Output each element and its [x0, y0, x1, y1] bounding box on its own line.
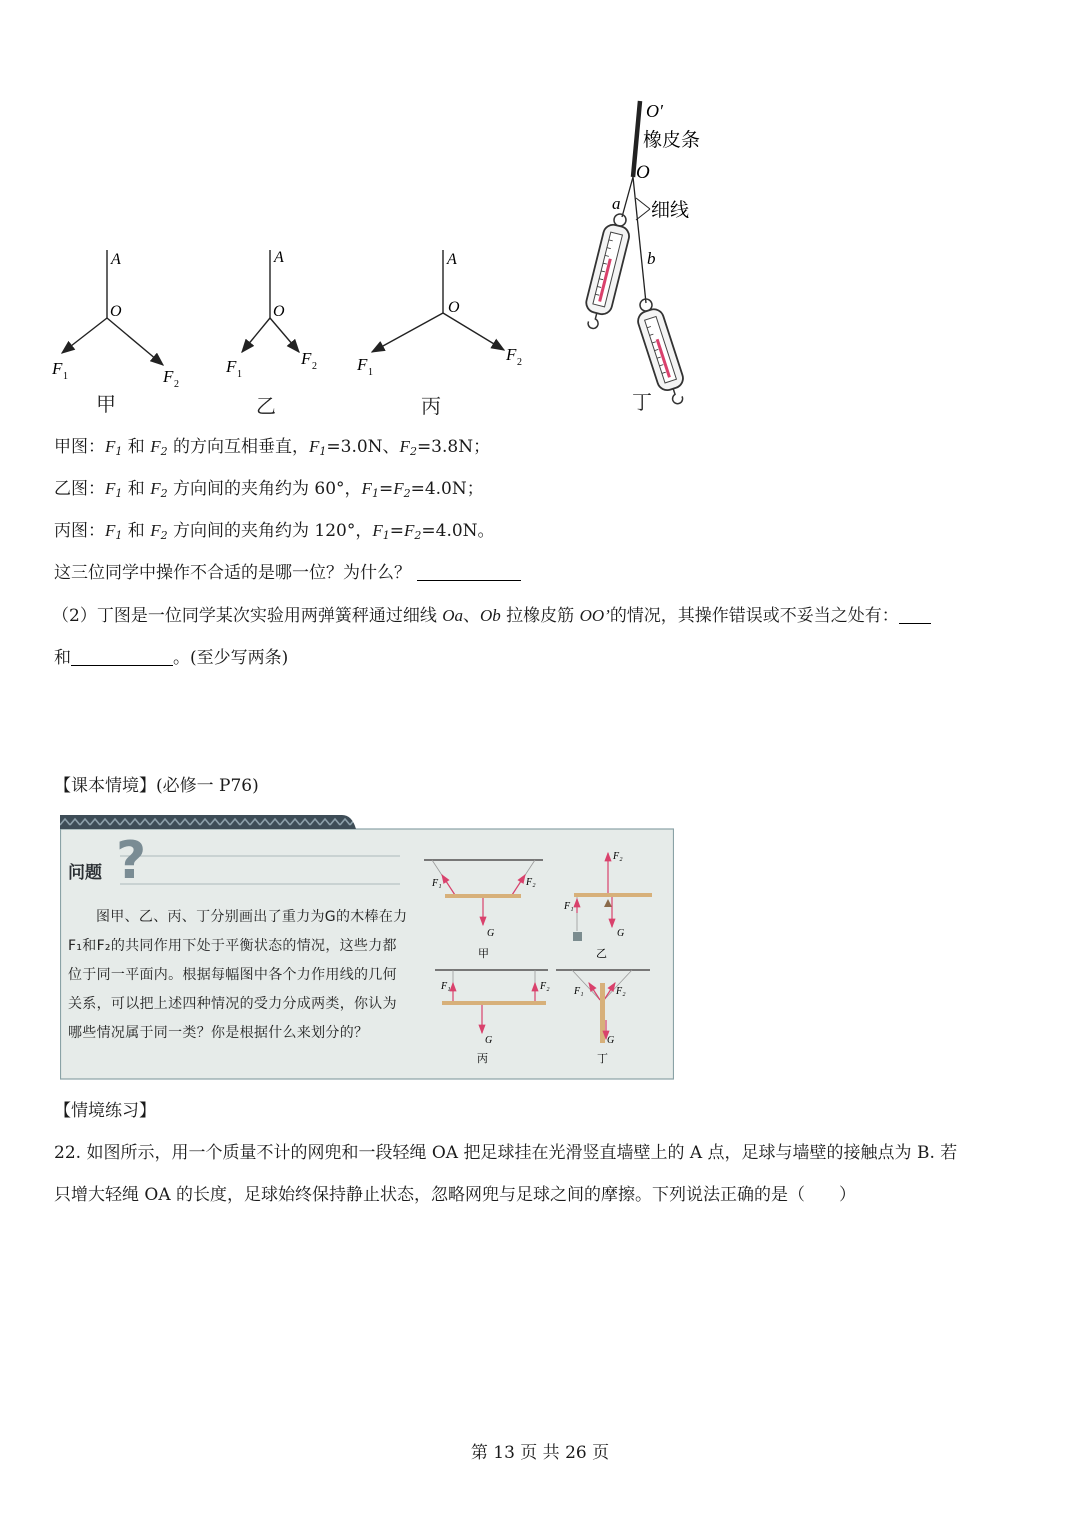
yi-sub-g: G [617, 928, 625, 939]
answer-blank-1[interactable] [417, 564, 521, 581]
ding-label-o: O [636, 162, 650, 183]
yi-label-f2-sub: 2 [312, 361, 317, 372]
page-footer: 第 13 页 共 26 页 [470, 1443, 610, 1463]
jia-label-f1-sub: 1 [63, 371, 68, 382]
yi-label-a: A [274, 249, 284, 266]
ding-sub-f1: F₁ [574, 986, 584, 997]
bing-sub-f1: F₁ [441, 981, 451, 992]
jia-label-o: O [110, 303, 122, 320]
ding-label-rubber: 橡皮条 [643, 129, 701, 151]
bing-label-f1-sub: 1 [368, 367, 373, 378]
yi-sub-f2: F₂ [613, 851, 623, 862]
figure-jia [51, 250, 179, 390]
jia-label-f1: F [52, 359, 63, 378]
yi-label-f1-sub: 1 [237, 369, 242, 380]
question-line-6: 和 。(至少写两条) [54, 648, 289, 668]
bing-label-f2: F [506, 345, 517, 364]
ding-label-a: a [612, 194, 621, 213]
jia-sub-g: G [487, 928, 495, 939]
yi-sub-f1: F₁ [564, 901, 574, 912]
yi-label-f1: F [226, 357, 237, 376]
yi-sub-caption: 乙 [596, 947, 607, 960]
ding-sub-caption: 丁 [597, 1052, 608, 1065]
bing-label-o: O [448, 299, 460, 316]
jia-label-a: A [111, 251, 121, 268]
textbook-heading: 【课本情境】(必修一 P76) [54, 776, 259, 796]
ding-sub-g: G [607, 1035, 615, 1046]
exercise-question-line-1: 22. 如图所示，用一个质量不计的网兜和一段轻绳 OA 把足球挂在光滑竖直墙壁上的 A 点，足球与墙壁的接触点为 B. 若 [54, 1143, 958, 1163]
exercise-question-line-2: 只增大轻绳 OA 的长度，足球始终保持静止状态，忽略网兜与足球之间的摩擦。下列说法正确的是（ ） [54, 1185, 857, 1205]
question-line-4: 这三位同学中操作不合适的是哪一位？为什么？ [54, 563, 521, 583]
bing-sub-caption: 丙 [477, 1052, 488, 1065]
jia-sub-f1: F₁ [432, 878, 442, 889]
answer-blank-3[interactable] [71, 649, 173, 666]
spring-scale-left [580, 211, 634, 332]
line-yi: 乙图：$F_1$ 和 $F_2$ 方向间的夹角约为 60°，$F_1=F_2=4.0N$； [54, 479, 484, 500]
caption-jia: 甲 [96, 392, 116, 416]
exercise-heading: 【情境练习】 [54, 1101, 156, 1121]
figure-ding [580, 95, 730, 405]
ding-label-thread: 细线 [651, 199, 690, 221]
line-jia: 甲图：$F_1$ 和 $F_2$ 的方向互相垂直，$F_1=3.0N$、$F_2=3.8N$； [54, 437, 491, 458]
question-line-5: （2）丁图是一位同学某次实验用两弹簧秤通过细线 Oa、Ob 拉橡皮筋 OO’的情况，其操作错误或不妥当之处有： [52, 606, 931, 626]
problem-box-body: 图甲、乙、丙、丁分别画出了重力为G的木棒在力F₁和F₂的共同作用下处于平衡状态的情况，这些力都位于同一平面内。根据每幅图中各个力作用线的几何关系，可以把上述四种情况的受力分成两类，你认为哪些情况属于同一类？你是根据什么来划分的？ [68, 909, 408, 1041]
yi-label-o: O [273, 303, 285, 320]
line-bing: 丙图：$F_1$ 和 $F_2$ 方向间的夹角约为 120°，$F_1=F_2=4.0N$。 [54, 521, 495, 542]
yi-label-f2: F [301, 349, 312, 368]
problem-box-title: 问题 [68, 863, 102, 883]
ding-sub-f2: F₂ [616, 986, 626, 997]
figure-yi [225, 249, 317, 380]
caption-ding: 丁 [632, 390, 652, 414]
force-diagrams [0, 240, 560, 420]
bing-sub-f2: F₂ [540, 981, 550, 992]
jia-label-f2-sub: 2 [174, 379, 179, 390]
bing-label-f2-sub: 2 [517, 357, 522, 368]
answer-blank-2[interactable] [899, 607, 931, 624]
bing-sub-g: G [485, 1035, 493, 1046]
ding-label-b: b [647, 249, 656, 268]
caption-yi: 乙 [256, 394, 276, 418]
question-mark-icon: ? [116, 831, 147, 891]
jia-sub-f2: F₂ [526, 877, 536, 888]
bing-label-a: A [447, 251, 457, 268]
bing-label-f1: F [357, 355, 368, 374]
caption-bing: 丙 [421, 394, 441, 418]
ding-label-o-prime: O′ [646, 101, 663, 121]
jia-sub-caption: 甲 [478, 947, 489, 960]
jia-label-f2: F [163, 367, 174, 386]
figure-bing [356, 250, 522, 378]
